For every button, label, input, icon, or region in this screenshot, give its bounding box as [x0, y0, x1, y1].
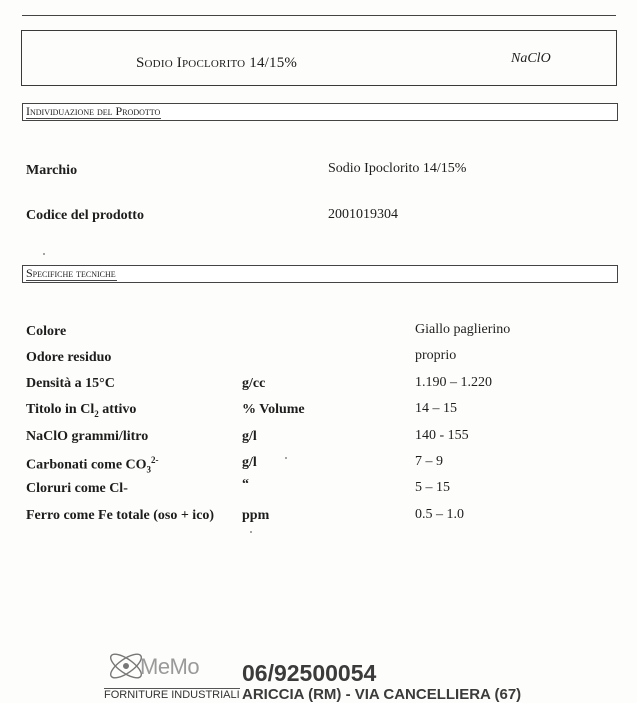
spec-value-cloruri: 5 – 15	[415, 480, 450, 495]
spec-label-titolo-prefix: Titolo in Cl	[26, 402, 95, 417]
spec-label-titolo	[26, 402, 136, 419]
scan-speck	[250, 531, 252, 533]
product-title-box	[21, 30, 617, 86]
spec-label-ferro: Ferro come Fe totale (oso + ico)	[26, 508, 215, 523]
spec-value-naclo: 140 - 155	[415, 428, 469, 443]
footer-address: ARICCIA (RM) - VIA CANCELLIERA (67)	[242, 686, 522, 703]
scan-speck	[285, 457, 287, 459]
spec-label-colore: Colore	[26, 324, 67, 339]
memo-logo-text: MeMo	[140, 654, 200, 679]
spec-label-titolo-sub: 2	[94, 408, 99, 419]
spec-value-colore: Giallo paglierino	[415, 322, 511, 337]
spec-label-carbonati-sup: 2-	[151, 455, 159, 465]
footer-logo-subtitle: FORNITURE INDUSTRIALI	[104, 689, 240, 701]
product-code-value: 2001019304	[328, 207, 398, 222]
spec-label-titolo-suffix: attivo	[98, 402, 137, 417]
brand-label: Marchio	[26, 163, 78, 178]
spec-unit-ferro: ppm	[242, 508, 270, 523]
scan-speck	[43, 253, 45, 255]
section-title-specs: Specifiche tecniche	[26, 266, 116, 280]
spec-unit-carbonati: g/l	[242, 455, 257, 470]
spec-label-cloruri: Cloruri come Cl-	[26, 481, 128, 496]
spec-value-titolo: 14 – 15	[415, 401, 457, 416]
spec-label-carbonati	[26, 455, 159, 474]
spec-unit-naclo: g/l	[242, 429, 257, 444]
spec-unit-titolo: % Volume	[242, 402, 305, 417]
spec-value-densita: 1.190 – 1.220	[415, 375, 492, 390]
spec-value-carbonati: 7 – 9	[415, 454, 443, 469]
spec-label-carbonati-sub: 3	[146, 464, 152, 475]
product-code-label: Codice del prodotto	[26, 208, 144, 223]
spec-unit-cloruri: “	[242, 477, 249, 492]
section-header-specs	[22, 265, 618, 283]
chemical-formula: NaClO	[511, 51, 551, 66]
spec-label-naclo: NaClO grammi/litro	[26, 429, 149, 444]
spec-value-odore: proprio	[415, 348, 457, 363]
section-title-identification: Individuazione del Prodotto	[26, 104, 161, 118]
brand-value: Sodio Ipoclorito 14/15%	[328, 161, 467, 176]
spec-label-densita: Densità a 15°C	[26, 376, 115, 391]
spec-value-ferro: 0.5 – 1.0	[415, 507, 464, 522]
spec-label-carbonati-prefix: Carbonati come CO	[26, 457, 147, 473]
top-rule	[22, 15, 616, 16]
section-header-identification	[22, 103, 618, 121]
spec-label-odore: Odore residuo	[26, 350, 112, 365]
footer-phone: 06/92500054	[242, 660, 377, 686]
product-title: Sodio Ipoclorito 14/15%	[136, 55, 298, 71]
spec-unit-densita: g/cc	[242, 376, 266, 391]
